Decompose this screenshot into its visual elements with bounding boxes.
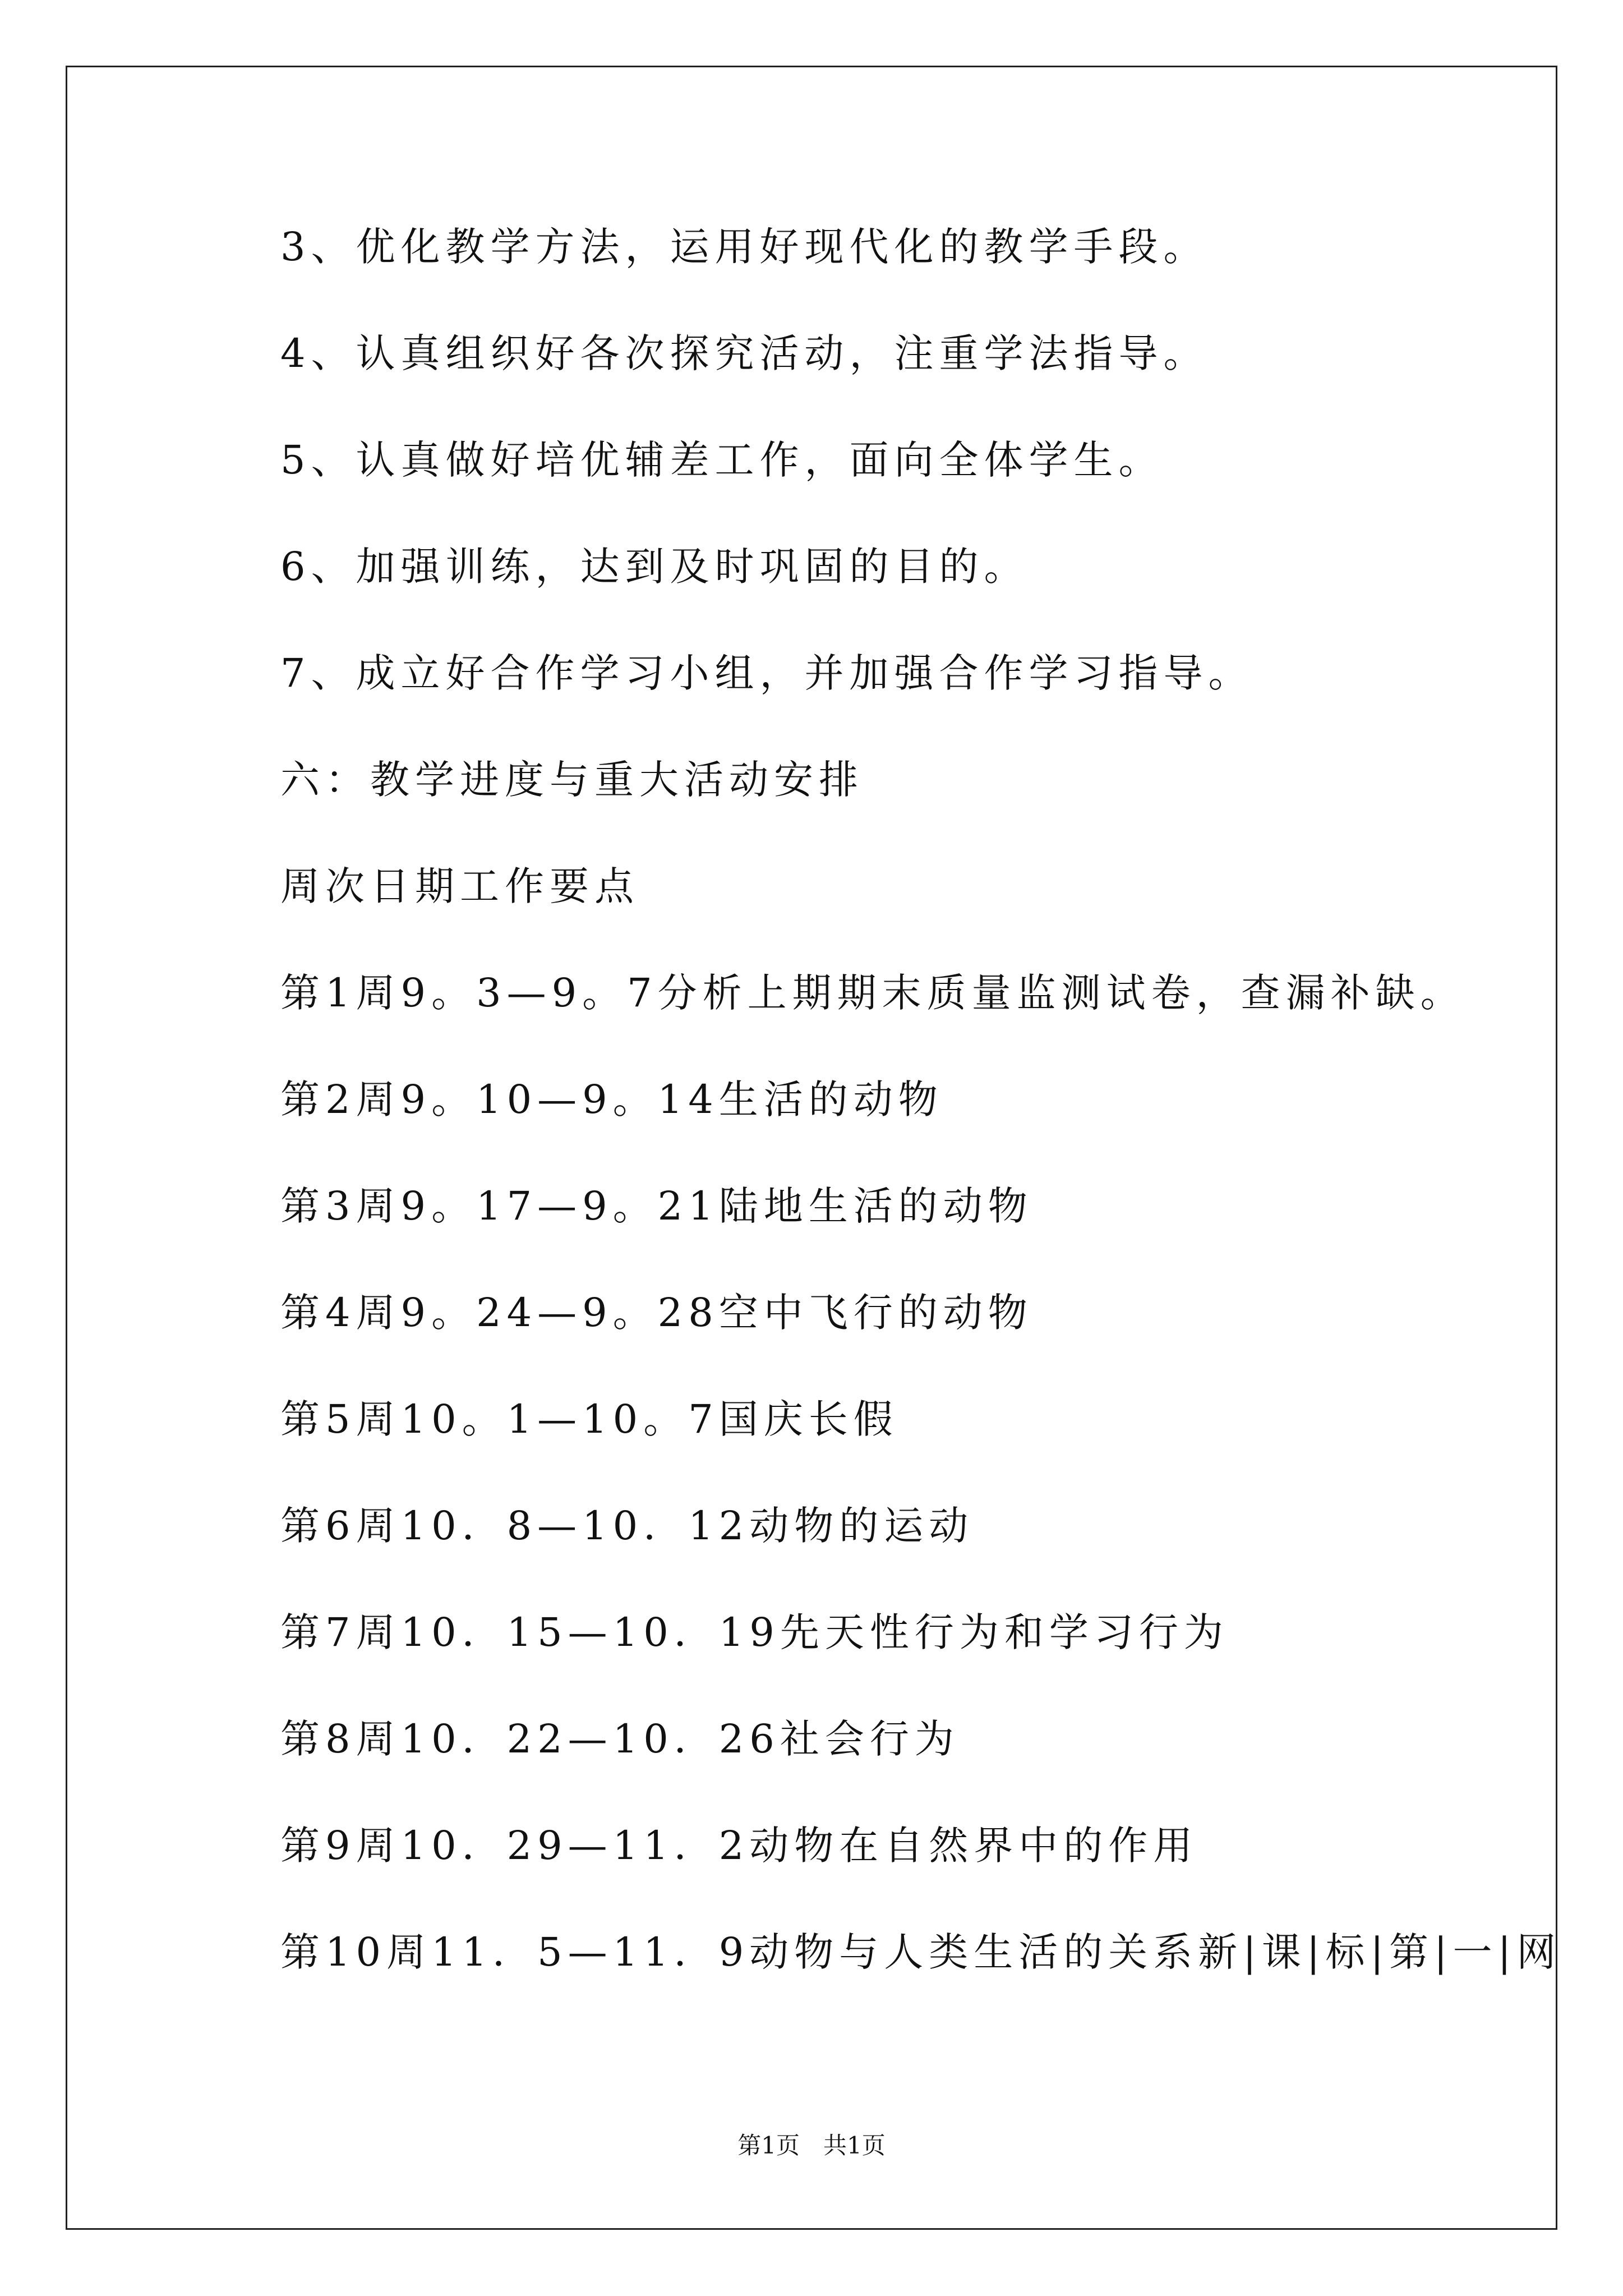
schedule-row: 第7周10．15—10．19先天性行为和学习行为 xyxy=(280,1609,1229,1655)
text-line: 3、优化教学方法，运用好现代化的教学手段。 xyxy=(280,224,1209,270)
text-line: 4、认真组织好各次探究活动，注重学法指导。 xyxy=(280,330,1209,376)
schedule-row: 第5周10。1—10。7国庆长假 xyxy=(280,1396,898,1442)
document-body xyxy=(280,219,1562,2031)
schedule-row: 第6周10．8—10．12动物的运动 xyxy=(280,1503,974,1549)
text-line: 7、成立好合作学习小组，并加强合作学习指导。 xyxy=(280,650,1253,696)
schedule-row: 第9周10．29—11．2动物在自然界中的作用 xyxy=(280,1823,1198,1869)
schedule-row: 第10周11．5—11．9动物与人类生活的关系新|课|标|第|一|网 xyxy=(280,1929,1562,1975)
schedule-row: 第1周9。3—9。7分析上期期末质量监测试卷，查漏补缺。 xyxy=(280,970,1465,1016)
page-number-footer: 第1页 共1页 xyxy=(737,2132,886,2159)
section-heading: 六：教学进度与重大活动安排 xyxy=(280,757,864,803)
schedule-row: 第4周9。24—9。28空中飞行的动物 xyxy=(280,1290,1033,1336)
schedule-row: 第8周10．22—10．26社会行为 xyxy=(280,1716,960,1762)
text-line: 5、认真做好培优辅差工作，面向全体学生。 xyxy=(280,437,1164,483)
schedule-header: 周次日期工作要点 xyxy=(280,863,639,909)
schedule-row: 第2周9。10—9。14生活的动物 xyxy=(280,1076,943,1122)
schedule-row: 第3周9。17—9。21陆地生活的动物 xyxy=(280,1183,1033,1229)
text-line: 6、加强训练，达到及时巩固的目的。 xyxy=(280,544,1029,590)
